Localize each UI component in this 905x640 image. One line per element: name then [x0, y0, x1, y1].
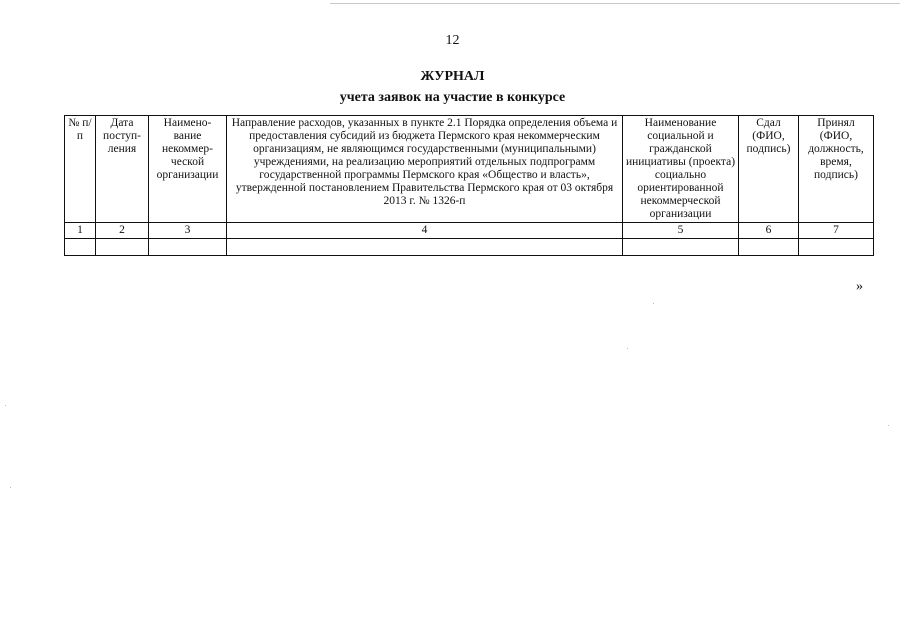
scan-speck	[653, 303, 654, 304]
empty-cell	[227, 239, 623, 256]
column-number-cell: 4	[227, 223, 623, 239]
journal-title: ЖУРНАЛ	[420, 69, 485, 84]
scan-top-edge-line	[330, 3, 900, 4]
empty-cell	[739, 239, 799, 256]
header-number: № п/п	[65, 116, 96, 223]
scan-speck	[10, 487, 11, 488]
column-number-row	[65, 223, 874, 239]
journal-subtitle: учета заявок на участие в конкурсе	[339, 90, 566, 105]
scan-speck	[5, 405, 6, 406]
table-header-row	[65, 116, 874, 223]
journal-table	[64, 115, 874, 256]
empty-cell	[149, 239, 227, 256]
header-submitted-by: Сдал (ФИО, подпись)	[739, 116, 799, 223]
column-number-cell: 7	[799, 223, 874, 239]
column-number-cell: 6	[739, 223, 799, 239]
header-organization-name: Наимено-вание некоммер-ческой организации	[149, 116, 227, 223]
scan-speck	[888, 425, 889, 426]
empty-cell	[65, 239, 96, 256]
closing-quote: »	[856, 279, 863, 294]
column-number-cell: 5	[623, 223, 739, 239]
empty-entry-row	[65, 239, 874, 256]
column-number-cell: 3	[149, 223, 227, 239]
header-expense-direction: Направление расходов, указанных в пункте 2.1 Порядка определения объема и предоставления субсидий из бюджета Пермского края некоммерческим организациям, не являющимся государственными (муниципальными) учреждениями, на реализацию мероприятий отдельных подпрограмм государственной программы Пермского края «Общество и власть», утвержденной постановлением Правительства Пермского края от 03 октября 2013 г. № 1326-п	[227, 116, 623, 223]
scan-speck	[627, 348, 628, 349]
header-date-received: Дата поступ-ления	[96, 116, 149, 223]
column-number-cell: 1	[65, 223, 96, 239]
column-number-cell: 2	[96, 223, 149, 239]
empty-cell	[96, 239, 149, 256]
header-initiative-name: Наименование социальной и гражданской инициативы (проекта) социально ориентированной некоммерческой организации	[623, 116, 739, 223]
page-number: 12	[445, 33, 460, 48]
header-accepted-by: Принял (ФИО, должность, время, подпись)	[799, 116, 874, 223]
empty-cell	[799, 239, 874, 256]
empty-cell	[623, 239, 739, 256]
